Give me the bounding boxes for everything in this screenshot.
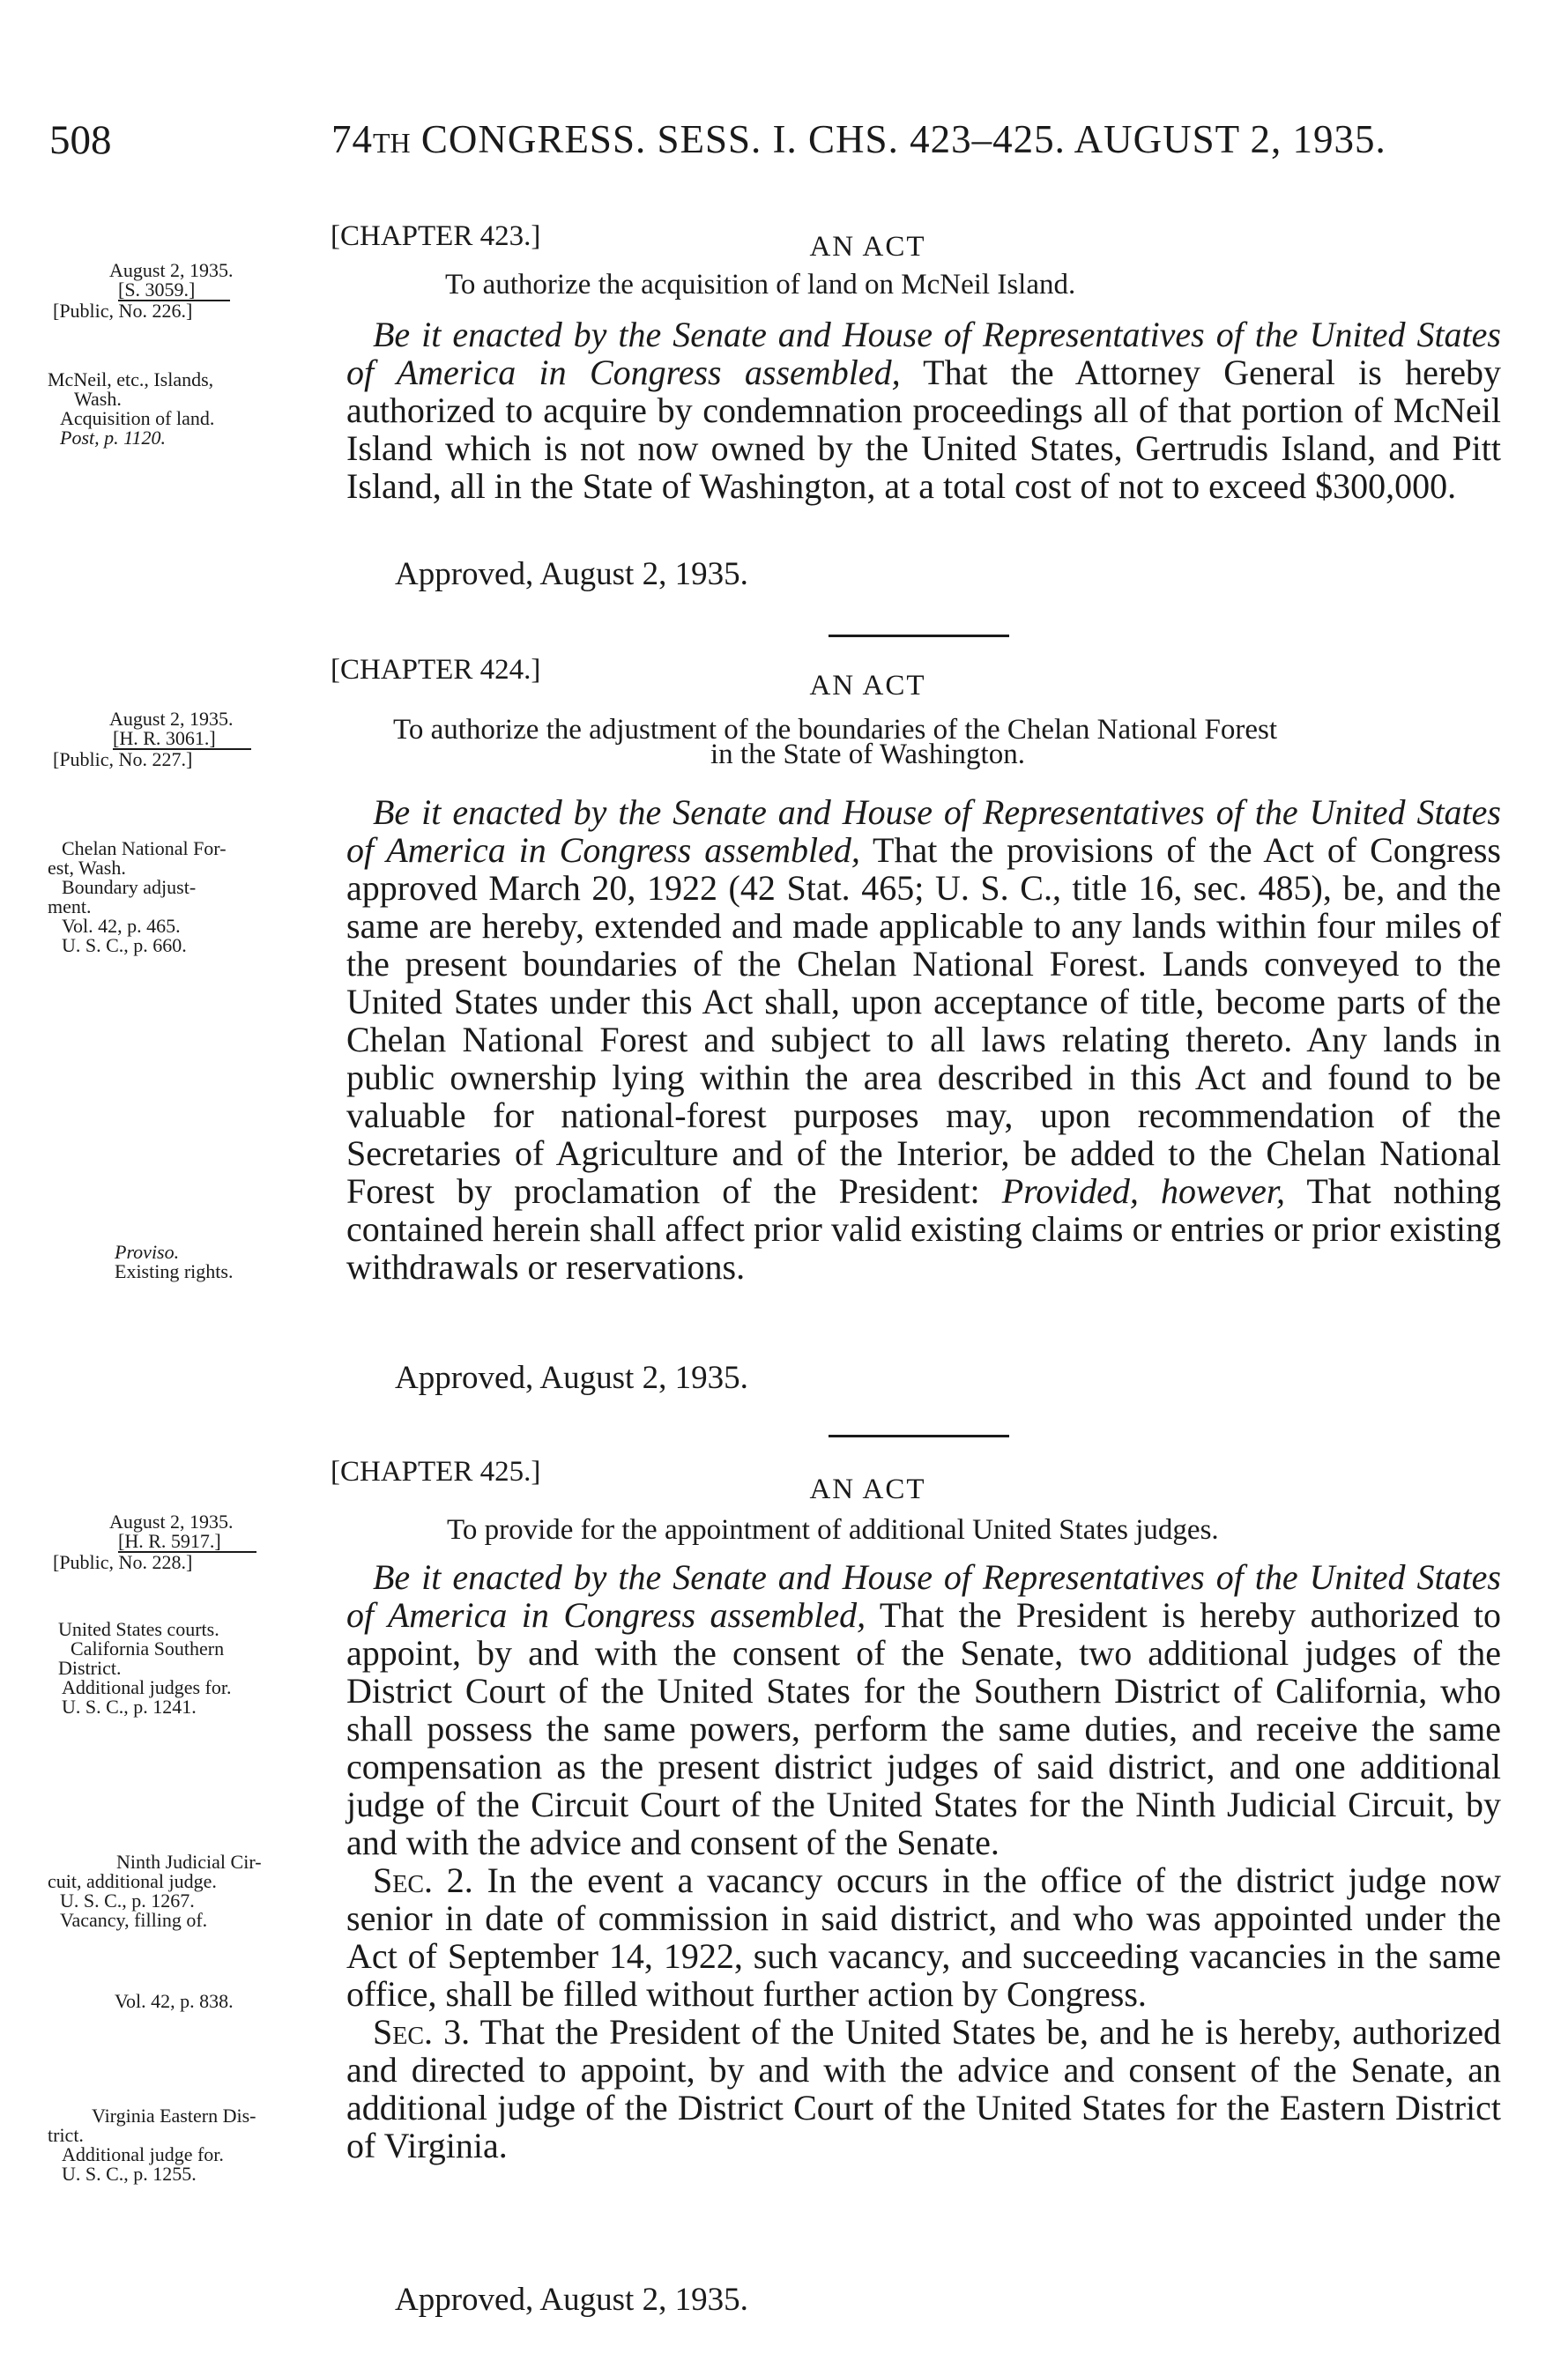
approved-line: Approved, August 2, 1935. <box>395 556 748 592</box>
act-title-line-1: To authorize the adjustment of the boundaries of the Chelan National Forest <box>393 714 1278 746</box>
margin-citation: August 2, 1935. [H. R. 3061.] [Public, No. 227.] <box>48 709 347 769</box>
page-header <box>49 116 1495 169</box>
margin-notes-proviso: Proviso. Existing rights. <box>115 1241 234 1282</box>
act-title: To provide for the appointment of additional United States judges. <box>447 1514 1219 1546</box>
act-title-line-2: in the State of Washington. <box>710 739 1025 770</box>
running-head: 74TH CONGRESS. SESS. I. CHS. 423–425. AUGUST 2, 1935. <box>331 117 1386 161</box>
act-label: AN ACT <box>809 231 926 263</box>
act-body: Be it enacted by the Senate and House of Representatives of the United States of America in Congress assembled, That the provisions of the Act of Congress approved March 20, 1922 (42 Stat. 465; U. S. C., title 16, sec. 485), be, and the same are hereby, extended and made applicable to any lands within four miles of the present boundaries of the Chelan National Forest. Lands conveyed to the United States under this Act shall, upon acceptance of title, become parts of the Chelan National Forest and subject to all laws relating thereto. Any lands in public ownership lying within the area described in this Act and found to be valuable for national-forest purposes may, upon recommendation of the Secretaries of Agriculture and of the Interior, be added to the Chelan National Forest by proclamation of the President: Provided, however, That nothing contained herein shall affect prior valid existing claims or entries or prior existing withdrawals or reservations. <box>346 792 1502 1287</box>
margin-notes-virginia: Virginia Eastern Dis- trict. Additional judge for. U. S. C., p. 1255. <box>48 2105 256 2185</box>
chapter-label: [CHAPTER 425.] <box>331 1456 541 1488</box>
margin-notes-vol: Vol. 42, p. 838. <box>115 1990 234 2012</box>
page-number: 508 <box>49 117 112 163</box>
section-divider <box>829 1435 1009 1437</box>
margin-citation: August 2, 1935. [S. 3059.] [Public, No. 226.] <box>53 259 234 322</box>
section-divider <box>829 635 1009 637</box>
act-body: Be it enacted by the Senate and House of Representatives of the United States of America in Congress assembled, That the Attorney General is hereby authorized to acquire by condemnation proceedings all of that portion of McNeil Island which is not now owned by the United States, Gertrudis Island, and Pitt Island, all in the State of Washington, at a total cost of not to exceed $300,000. <box>346 315 1501 506</box>
margin-notes: McNeil, etc., Islands, Wash. Acquisition of land. Post, p. 1120. <box>48 368 215 449</box>
act-body: Be it enacted by the Senate and House of Representatives of the United States of America in Congress assembled, That the President is hereby authorized to appoint, by and with the consent of the Senate, two additional judges of the District Court of the United States for the Southern District of California, who shall possess the same powers, perform the same duties, and receive the same compensation as the present district judges of said district, and one additional judge of the Circuit Court of the United States for the Ninth Judicial Circuit, by and with the advice and consent of the Senate. Sec. 2. In the event a vacancy occurs in the office of the district judge now senior in date of commission in said district, and who was appointed under the Act of September 14, 1922, such vacancy, and succeeding vacancies in the same office, shall be filled without further action by Congress. Sec. 3. That the President of the United States be, and he is hereby, authorized and directed to appoint, by and with the advice and consent of the Senate, an additional judge of the District Court of the United States for the Eastern District of Virginia. <box>346 1557 1502 2165</box>
act-title: To authorize the acquisition of land on McNeil Island. <box>445 269 1076 301</box>
margin-citation: August 2, 1935. [H. R. 5917.] [Public, No. 228.] <box>48 1512 347 1572</box>
margin-notes: Chelan National For- est, Wash. Boundary adjust- ment. Vol. 42, p. 465. U. S. C., p. 660. <box>48 837 227 956</box>
approved-line: Approved, August 2, 1935. <box>395 2282 748 2318</box>
act-label: AN ACT <box>809 670 926 702</box>
margin-notes: United States courts. California Southern District. Additional judges for. U. S. C., p. 1241. <box>58 1618 232 1718</box>
chapter-label: [CHAPTER 424.] <box>331 654 541 686</box>
chapter-label: [CHAPTER 423.] <box>331 220 541 252</box>
approved-line: Approved, August 2, 1935. <box>395 1360 748 1396</box>
margin-notes-ninth-circuit: Ninth Judicial Cir- cuit, additional judge. U. S. C., p. 1267. Vacancy, filling of. <box>48 1851 262 1931</box>
act-label: AN ACT <box>809 1474 926 1505</box>
